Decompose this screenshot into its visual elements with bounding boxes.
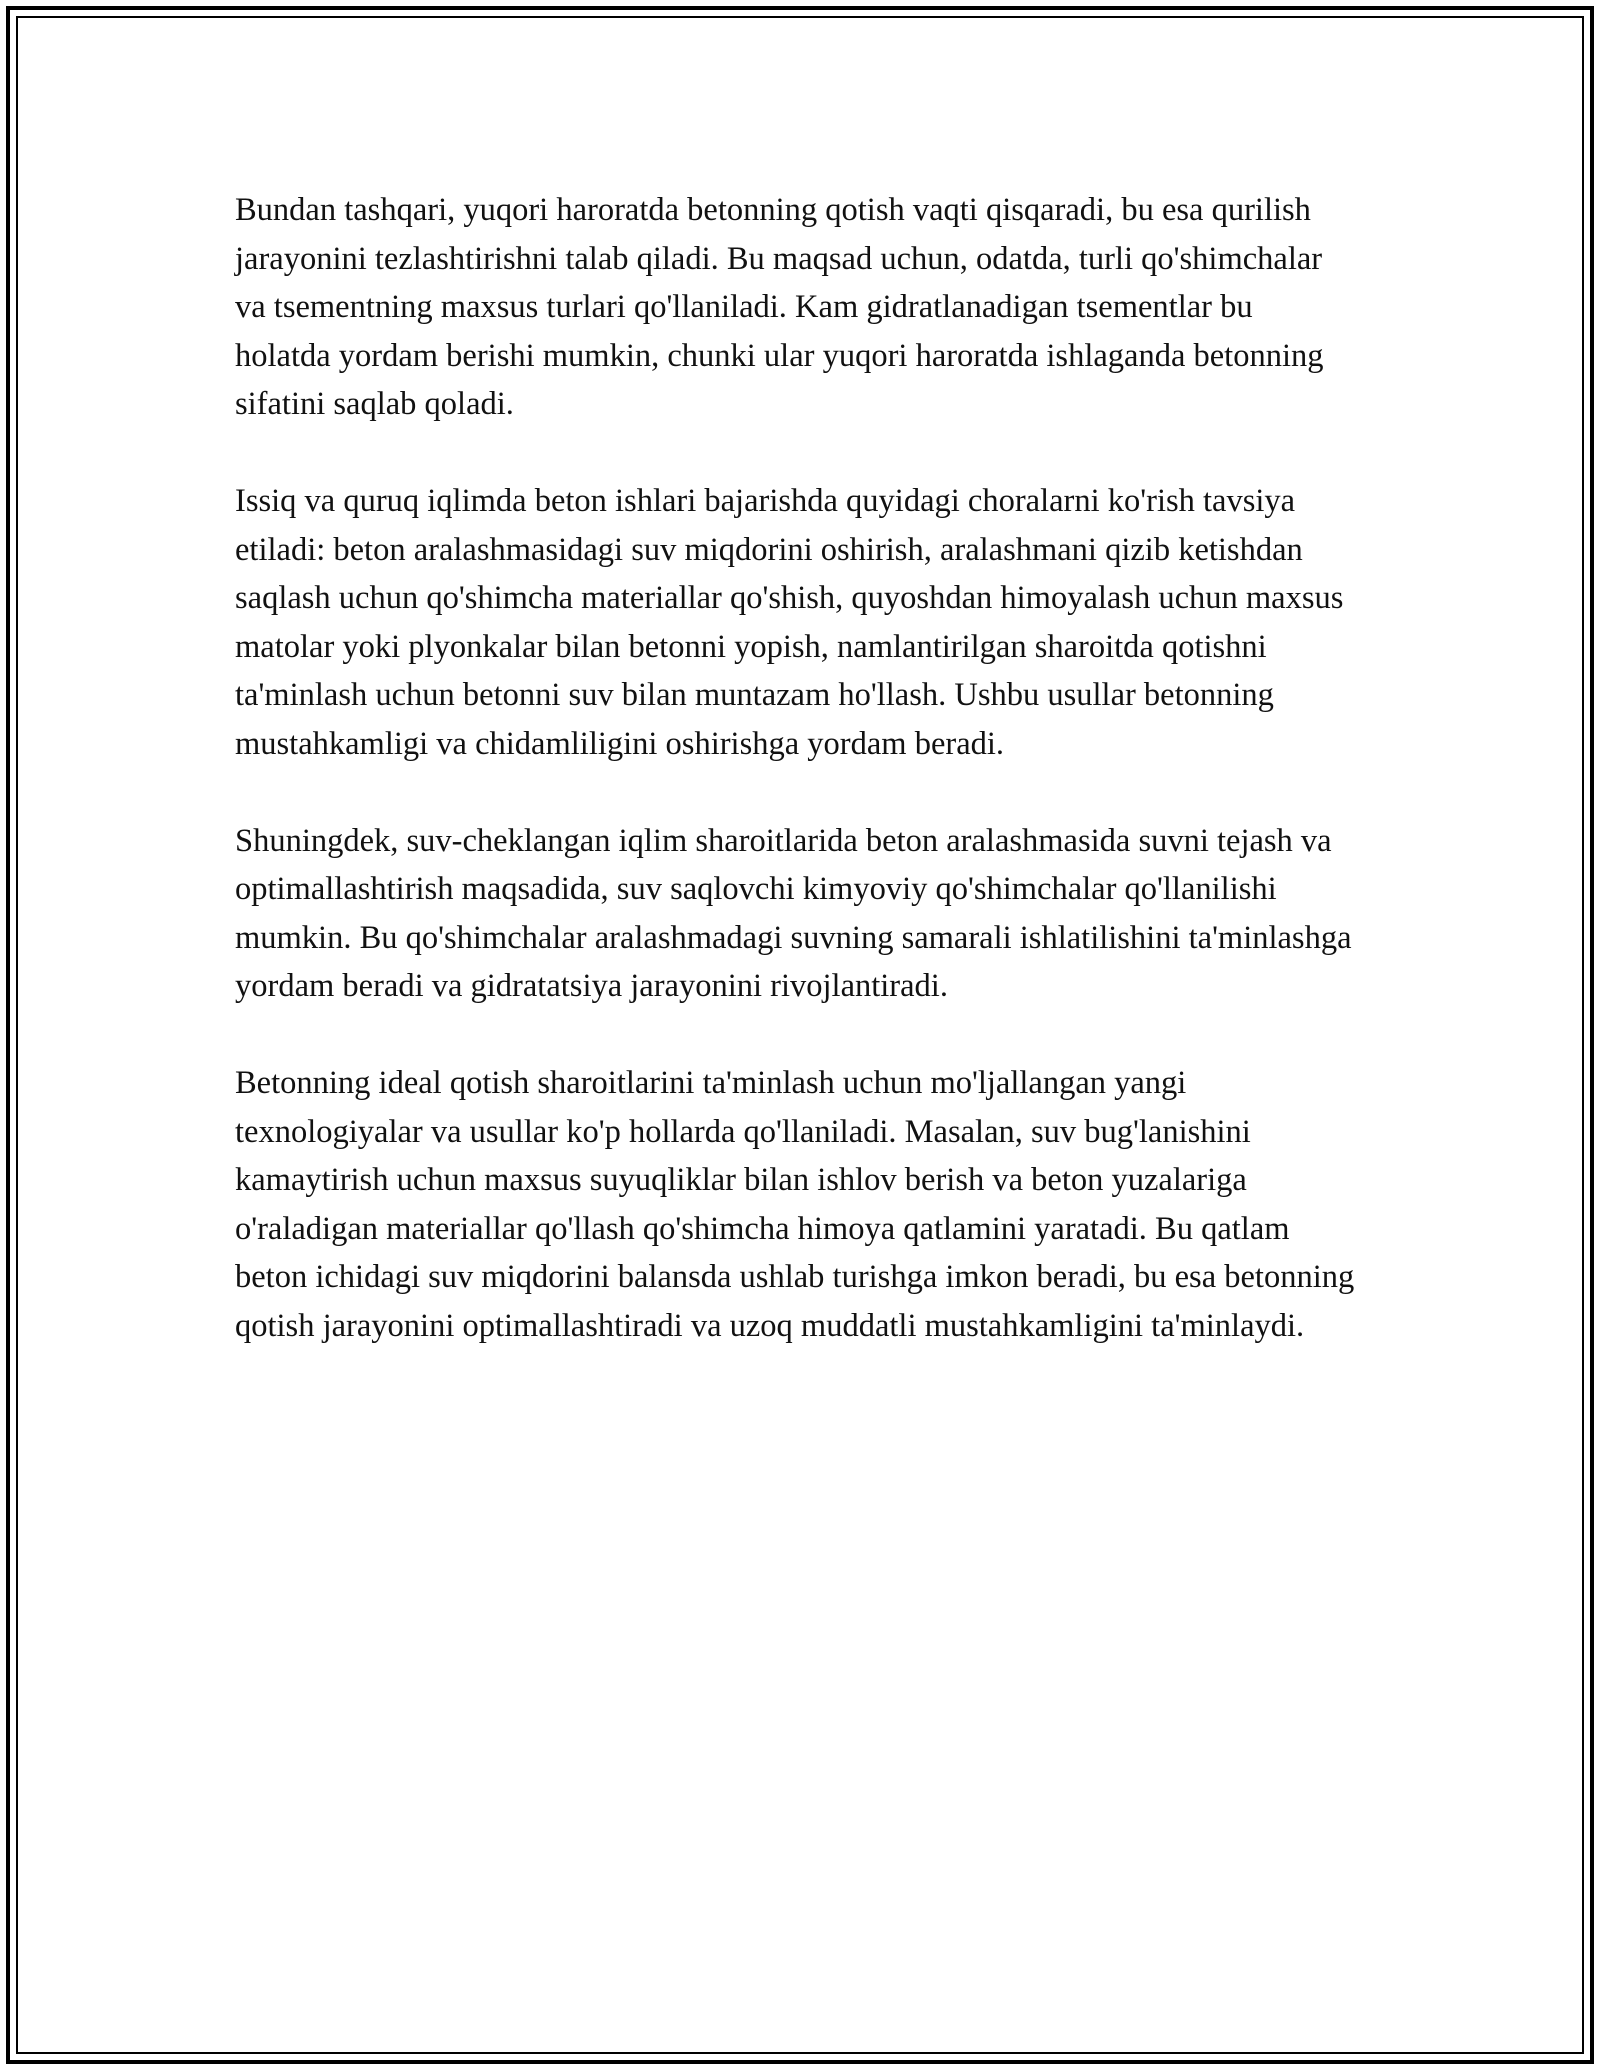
- paragraph-2: Issiq va quruq iqlimda beton ishlari bajarishda quyidagi choralarni ko'rish tavsiya etiladi: beton aralashmasidagi suv miqdorini oshirish, aralashmani qizib ketishdan saqlash uchun qo'shimcha materiallar qo'shish, quyoshdan himoyalash uchun maxsus matolar yoki plyonkalar bilan betonni yopish, namlantirilgan sharoitda qotishni ta'minlash uchun betonni suv bilan muntazam ho'llash. Ushbu usullar betonning mustahkamligi va chidamliligini oshirishga yordam beradi.: [235, 483, 1344, 762]
- paragraph-1: Bundan tashqari, yuqori haroratda betonning qotish vaqti qisqaradi, bu esa qurilish jarayonini tezlashtirishni talab qiladi. Bu maqsad uchun, odatda, turli qo'shimchalar va tsementning maxsus turlari qo'llaniladi. Kam gidratlanadigan tsementlar bu holatda yordam berishi mumkin, chunki ular yuqori haroratda ishlaganda betonning sifatini saqlab qoladi.: [235, 192, 1324, 422]
- paragraph-4: Betonning ideal qotish sharoitlarini ta'minlash uchun mo'ljallangan yangi texnologiyalar va usullar ko'p hollarda qo'llaniladi. Masalan, suv bug'lanishini kamaytirish uchun maxsus suyuqliklar bilan ishlov berish va beton yuzalariga o'raladigan materiallar qo'llash qo'shimcha himoya qatlamini yaratadi. Bu qatlam beton ichidagi suv miqdorini balansda ushlab turishga imkon beradi, bu esa betonning qotish jarayonini optimallashtiradi va uzoq muddatli mustahkamligini ta'minlaydi.: [235, 1065, 1355, 1344]
- document-body: [235, 186, 1355, 1350]
- paragraph-3: Shuningdek, suv-cheklangan iqlim sharoitlarida beton aralashmasida suvni tejash va optimallashtirish maqsadida, suv saqlovchi kimyoviy qo'shimchalar qo'llanilishi mumkin. Bu qo'shimchalar aralashmadagi suvning samarali ishlatilishini ta'minlashga yordam beradi va gidratatsiya jarayonini rivojlantiradi.: [235, 822, 1352, 1004]
